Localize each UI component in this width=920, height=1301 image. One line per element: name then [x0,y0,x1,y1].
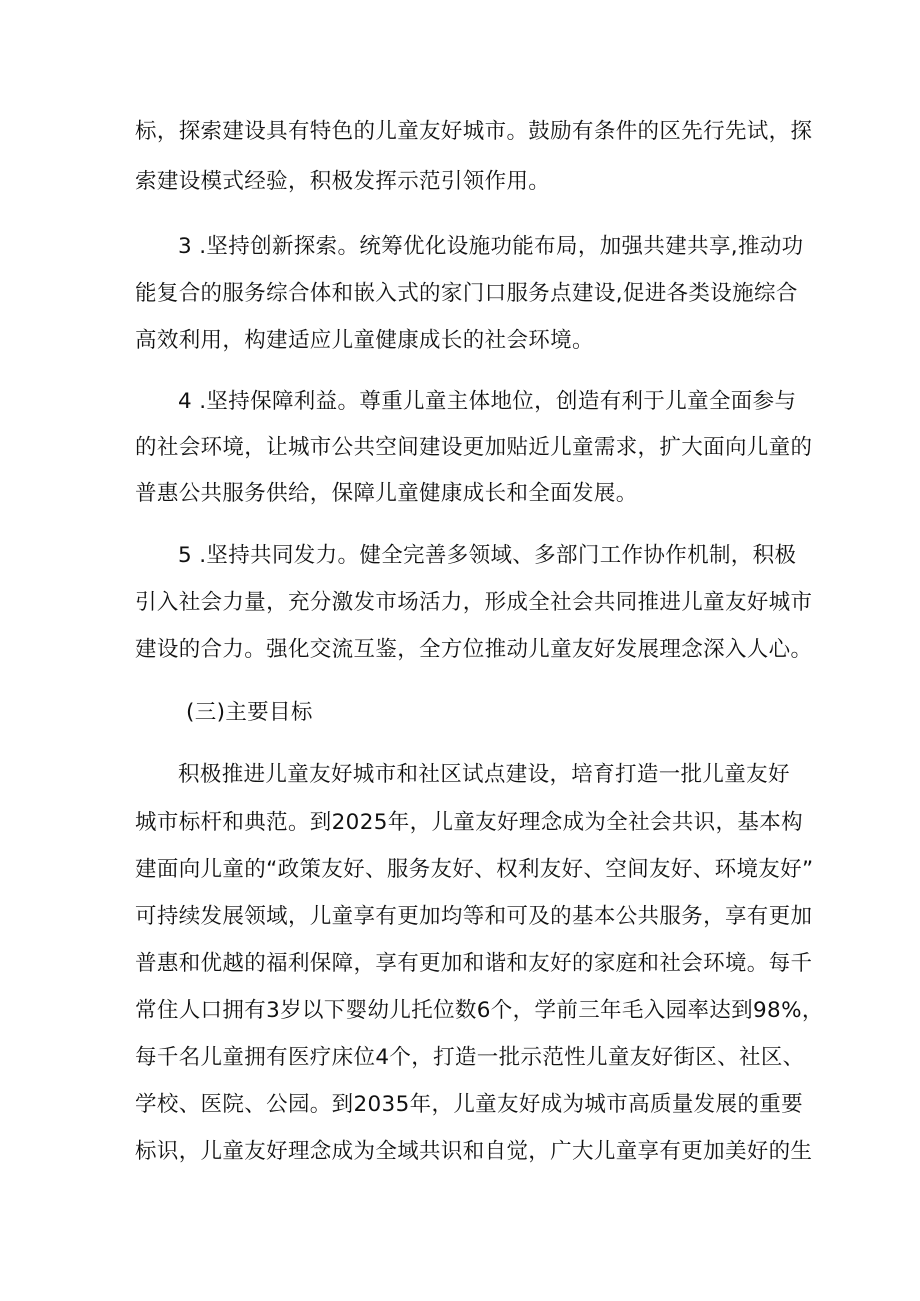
paragraph-3-line-3: 普惠公共服务供给，保障儿童健康成长和全面发展。 [135,481,638,506]
paragraph-5-line-9: 标识，儿童友好理念成为全域共识和自觉，广大儿童享有更加美好的生 [135,1139,813,1164]
paragraph-5-line-6: 常住人口拥有3岁以下婴幼儿托位数6个，学前三年毛入园率达到98%， [135,998,824,1023]
paragraph-4-line-3: 建设的合力。强化交流互鉴，全方位推动儿童友好发展理念深入人心。 [135,637,813,662]
paragraph-5-line-8: 学校、医院、公园。到2035年，儿童友好成为城市高质量发展的重要 [135,1092,803,1117]
paragraph-4-line-1: 5 .坚持共同发力。健全完善多领域、多部门工作协作机制，积极 [178,543,797,568]
paragraph-3-line-1: 4 .坚持保障利益。尊重儿童主体地位，创造有利于儿童全面参与 [178,389,797,414]
paragraph-2-line-3: 高效利用，构建适应儿童健康成长的社会环境。 [135,328,594,353]
paragraph-3-line-2: 的社会环境，让城市公共空间建设更加贴近儿童需求，扩大面向儿童的 [135,435,813,460]
section-heading: (三)主要目标 [186,700,313,725]
paragraph-2-line-1: 3 .坚持创新探索。统筹优化设施功能布局，加强共建共享,推动功 [178,234,804,259]
paragraph-5-line-4: 可持续发展领域，儿童享有更加均等和可及的基本公共服务，享有更加 [135,904,813,929]
paragraph-5-line-2: 城市标杆和典范。到2025年，儿童友好理念成为全社会共识，基本构 [135,810,803,835]
paragraph-5-line-1: 积极推进儿童友好城市和社区试点建设，培育打造一批儿童友好 [178,762,790,787]
paragraph-5-line-7: 每千名儿童拥有医疗床位4个，打造一批示范性儿童友好街区、社区、 [135,1045,805,1070]
paragraph-5-line-3: 建面向儿童的“政策友好、服务友好、权利友好、空间友好、环境友好” [135,857,814,882]
paragraph-2-line-2: 能复合的服务综合体和嵌入式的家门口服务点建设,促进各类设施综合 [135,281,798,306]
paragraph-1-line-2: 索建设模式经验，积极发挥示范引领作用。 [135,169,551,194]
paragraph-5-line-5: 普惠和优越的福利保障，享有更加和谐和友好的家庭和社会环境。每千 [135,951,813,976]
paragraph-4-line-2: 引入社会力量，充分激发市场活力，形成全社会共同推进儿童友好城市 [135,590,813,615]
paragraph-1-line-1: 标，探索建设具有特色的儿童友好城市。鼓励有条件的区先行先试，探 [135,119,813,144]
